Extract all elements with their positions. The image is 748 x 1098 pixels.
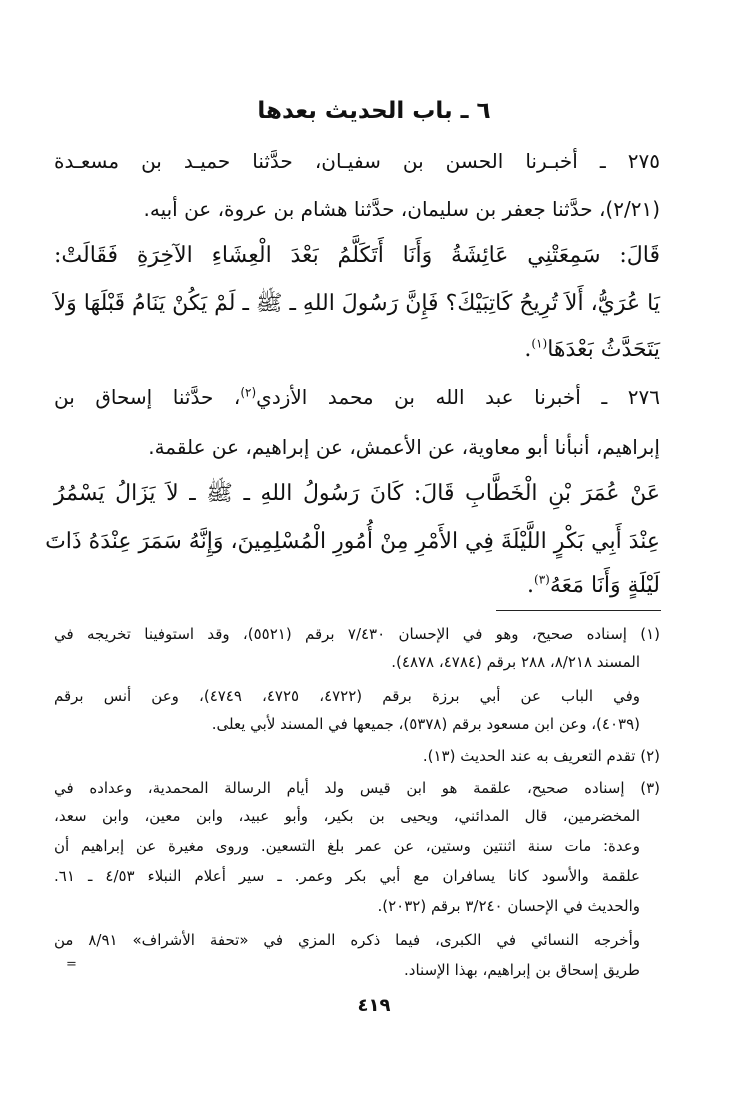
hadith-276-chain-continued: ، حدَّثنا إسحاق بن [54,385,241,409]
footnote-3-line-1: (٣) إسناده صحيح، علقمة هو ابن قيس ولد أيام الرسالة المحمدية، وعداده في [54,779,660,797]
hadith-275-full-stop: . [524,337,532,362]
footnote-3-line-3: وعدة: مات سنة اثنتين وستين، عن عمر بلغ التسعين. وروى مغيرة عن إبراهيم أن [54,837,640,855]
hadith-275-text-line-1: قَالَ: سَمِعَتْنِي عَائِشَةُ وَأَنَا أَتَكَلَّمُ بَعْدَ الْعِشَاءِ الآخِرَةِ فَقَالَتْ: [54,243,660,268]
footnote-1-line-1: (١) إسناده صحيح، وهو في الإحسان ٧/٤٣٠ برقم (٥٥٢١)، وقد استوفينا تخريجه في [54,625,661,643]
footnote-3-line-4: علقمة والأسود كانا يسافران مع أبي بكر وعمر. ـ سير أعلام النبلاء ٤/٥٣ ـ ٦١. [54,867,640,885]
footnote-ref-1: (١) [531,336,548,351]
page-number: ٤١٩ [357,995,391,1016]
hadith-275-closing-words: يَتَحَدَّثُ بَعْدَهَا [547,337,660,362]
hadith-276-full-stop: . [527,573,534,598]
hadith-275-chain-line-2: (٢/٢١)، حدَّثنا جعفر بن سليمان، حدَّثنا هشام بن عروة، عن أبيه. [143,197,660,221]
footnote-1-line-3: وفي الباب عن أبي برزة برقم (٤٧٢٢، ٤٧٢٥، ٤٧٤٩)، وعن أنس برقم [54,687,641,705]
hadith-276-closing-words: لَيْلَةٍ وَأَنَا مَعَهُ [549,573,660,598]
hadith-275-text-line-3 [54,330,660,376]
hadith-275-text-line-2: يَا عُرَيُّ، أَلاَ تُرِيحُ كَاتِبَيْكَ؟ فَإِنَّ رَسُولَ اللهِ ـ ﷺ ـ لَمْ يَكُنْ يَنَامُ قَبْلَهَا وَلاَ [53,291,660,316]
footnote-3-line-5: والحديث في الإحسان ٣/٢٤٠ برقم (٢٠٣٢). [377,897,640,915]
hadith-275-chain-line-1: ٢٧٥ ـ أخبـرنا الحسن بن سفيـان، حدَّثنا حميـد بن مسعـدة [54,149,660,173]
footnote-3-line-2: المخضرمين، قال المدائني، ويحيى بن بكير، وأبو عبيد، وابن معين، وابن سعد، [54,807,640,825]
hadith-276-narrator: ٢٧٦ ـ أخبرنا عبد الله بن محمد الأزدي [256,385,660,409]
footnote-ref-2: (٢) [240,385,257,400]
footnote-continues-marker: = [66,957,77,972]
hadith-276-chain-line-1 [54,380,660,420]
footnote-2: (٢) تقدم التعريف به عند الحديث (١٣). [422,747,660,765]
footnote-separator [496,610,661,611]
chapter-title: ٦ ـ باب الحديث بعدها [257,98,491,124]
footnote-ref-3: (٣) [534,572,550,587]
hadith-276-chain-line-2: إبراهيم، أنبأنا أبو معاوية، عن الأعمش، عن إبراهيم، عن علقمة. [148,435,660,459]
footnote-1-line-2: المسند ٨/٢١٨، ٢٨٨ برقم (٤٧٨٤، ٤٨٧٨). [391,653,640,671]
footnote-1-line-4: (٤٠٣٩)، وعن ابن مسعود برقم (٥٣٧٨)، جميعها في المسند لأبي يعلى. [211,715,640,733]
hadith-276-text-line-2: عِنْدَ أَبِي بَكْرٍ اللَّيْلَةَ فِي الأَمْرِ مِنْ أُمُورِ الْمُسْلِمِينَ، وَإِنَّهُ سَمَرَ عِنْدَهُ ذَاتَ [45,529,660,554]
hadith-276-text-line-3 [54,566,660,612]
footnote-3-line-7: طريق إسحاق بن إبراهيم، بهذا الإسناد. [404,961,640,979]
hadith-276-text-line-1: عَنْ عُمَرَ بْنِ الْخَطَّابِ قَالَ: كَانَ رَسُولُ اللهِ ـ ﷺ ـ لاَ يَزَالُ يَسْمُرُ [54,481,660,506]
footnote-3-line-6: وأخرجه النسائي في الكبرى، فيما ذكره المزي في «تحفة الأشراف» ٨/٩١ من [54,931,640,949]
